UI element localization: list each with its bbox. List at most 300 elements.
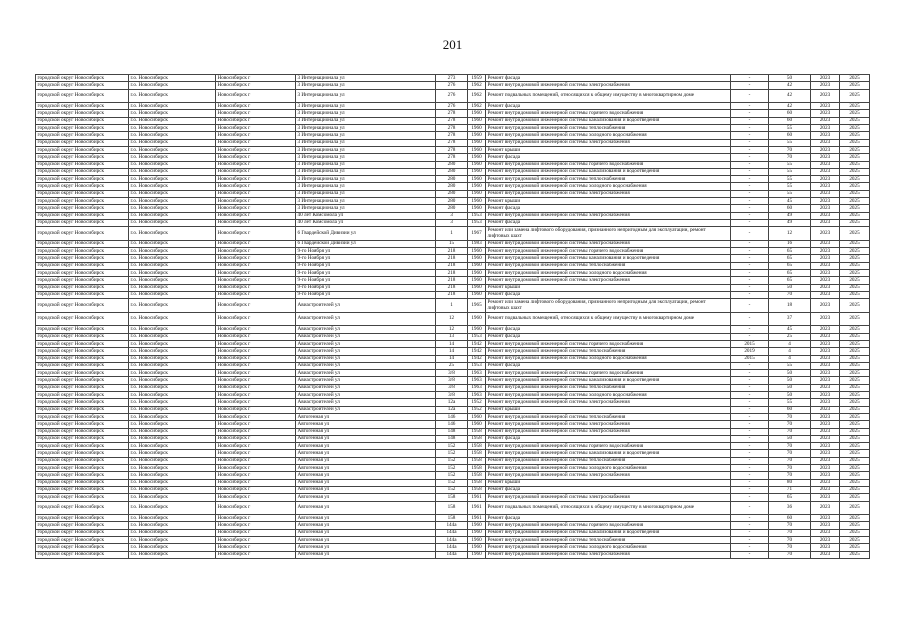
- cell-municipality: городской округ Новосибирск: [36, 537, 129, 544]
- cell-city: Новосибирск г: [216, 551, 296, 558]
- cell-house-number: 144а: [436, 544, 468, 551]
- cell-period-start: 2023: [811, 377, 840, 384]
- cell-work-type: Ремонт фасада: [486, 435, 731, 442]
- cell-locality: г.о. Новосибирск: [129, 392, 216, 399]
- cell-work-type: Ремонт фасада: [486, 291, 731, 298]
- cell-work-type: Ремонт внутридомовой инженерной системы электроснабжения: [486, 494, 731, 501]
- cell-city: Новосибирск г: [216, 183, 296, 190]
- cell-work-type: Ремонт крыши: [486, 198, 731, 205]
- cell-previous-repair-year: 2019: [731, 348, 769, 355]
- cell-work-type: Ремонт внутридомовой инженерной системы канализования и водоотведения: [486, 450, 731, 457]
- cell-wear-percent: 50: [769, 435, 811, 442]
- cell-period-start: 2023: [811, 443, 840, 450]
- cell-period-end: 2025: [840, 82, 870, 89]
- cell-municipality: городской округ Новосибирск: [36, 333, 129, 340]
- cell-build-year: 1952: [468, 399, 486, 406]
- cell-period-start: 2023: [811, 515, 840, 522]
- cell-street: Авиастроителей ул: [296, 312, 436, 326]
- cell-locality: г.о. Новосибирск: [129, 551, 216, 558]
- cell-period-start: 2023: [811, 494, 840, 501]
- cell-work-type: Ремонт внутридомовой инженерной системы холодного водоснабжения: [486, 465, 731, 472]
- cell-house-number: 3: [436, 212, 468, 219]
- cell-municipality: городской округ Новосибирск: [36, 406, 129, 413]
- cell-period-end: 2025: [840, 465, 870, 472]
- cell-house-number: 144а: [436, 529, 468, 536]
- cell-build-year: 1960: [468, 183, 486, 190]
- cell-locality: г.о. Новосибирск: [129, 277, 216, 284]
- cell-house-number: 148: [436, 435, 468, 442]
- cell-wear-percent: 70: [769, 421, 811, 428]
- table-row: [36, 146, 870, 153]
- cell-locality: г.о. Новосибирск: [129, 348, 216, 355]
- table-row: [36, 326, 870, 333]
- cell-city: Новосибирск г: [216, 291, 296, 298]
- cell-locality: г.о. Новосибирск: [129, 89, 216, 103]
- cell-work-type: Ремонт или замена лифтового оборудования, признанного непригодным для эксплуатации, ремонт лифтовых шахт: [486, 227, 731, 241]
- cell-city: Новосибирск г: [216, 501, 296, 515]
- cell-street: Автогенная ул: [296, 435, 436, 442]
- cell-municipality: городской округ Новосибирск: [36, 377, 129, 384]
- cell-house-number: 218: [436, 277, 468, 284]
- cell-street: 9-го Ноября ул: [296, 284, 436, 291]
- cell-build-year: 1962: [468, 89, 486, 103]
- cell-previous-repair-year: -: [731, 248, 769, 255]
- cell-street: Автогенная ул: [296, 465, 436, 472]
- cell-house-number: 148: [436, 428, 468, 435]
- table-row: [36, 399, 870, 406]
- cell-municipality: городской округ Новосибирск: [36, 270, 129, 277]
- cell-period-end: 2025: [840, 384, 870, 391]
- cell-street: Автогенная ул: [296, 529, 436, 536]
- cell-period-start: 2023: [811, 450, 840, 457]
- cell-municipality: городской округ Новосибирск: [36, 103, 129, 110]
- cell-period-start: 2023: [811, 399, 840, 406]
- cell-house-number: 152: [436, 450, 468, 457]
- table-row: [36, 544, 870, 551]
- cell-work-type: Ремонт внутридомовой инженерной системы горячего водоснабжения: [486, 522, 731, 529]
- cell-wear-percent: 50: [769, 377, 811, 384]
- cell-wear-percent: 18: [769, 299, 811, 313]
- cell-city: Новосибирск г: [216, 377, 296, 384]
- cell-wear-percent: 80: [769, 479, 811, 486]
- cell-city: Новосибирск г: [216, 494, 296, 501]
- cell-locality: г.о. Новосибирск: [129, 212, 216, 219]
- cell-work-type: Ремонт внутридомовой инженерной системы электроснабжения: [486, 428, 731, 435]
- cell-work-type: Ремонт внутридомовой инженерной системы теплоснабжения: [486, 125, 731, 132]
- table-row: [36, 413, 870, 420]
- cell-previous-repair-year: -: [731, 326, 769, 333]
- cell-build-year: 1952: [468, 406, 486, 413]
- cell-period-start: 2023: [811, 284, 840, 291]
- cell-previous-repair-year: -: [731, 161, 769, 168]
- cell-work-type: Ремонт внутридомовой инженерной системы электроснабжения: [486, 190, 731, 197]
- table-row: [36, 299, 870, 313]
- cell-work-type: Ремонт фасада: [486, 515, 731, 522]
- cell-city: Новосибирск г: [216, 340, 296, 347]
- cell-wear-percent: 55: [769, 125, 811, 132]
- cell-wear-percent: 70: [769, 443, 811, 450]
- cell-work-type: Ремонт внутридомовой инженерной системы теплоснабжения: [486, 537, 731, 544]
- cell-street: 3 Интернационала ул: [296, 154, 436, 161]
- cell-city: Новосибирск г: [216, 117, 296, 124]
- cell-previous-repair-year: -: [731, 168, 769, 175]
- cell-previous-repair-year: -: [731, 515, 769, 522]
- cell-street: 9-го Ноября ул: [296, 270, 436, 277]
- cell-period-start: 2023: [811, 479, 840, 486]
- cell-period-end: 2025: [840, 522, 870, 529]
- cell-build-year: 1960: [468, 537, 486, 544]
- cell-municipality: городской округ Новосибирск: [36, 240, 129, 247]
- cell-street: Автогенная ул: [296, 522, 436, 529]
- cell-street: 3 Интернационала ул: [296, 89, 436, 103]
- cell-street: Авиастроителей ул: [296, 355, 436, 362]
- cell-municipality: городской округ Новосибирск: [36, 384, 129, 391]
- table-row: [36, 89, 870, 103]
- cell-city: Новосибирск г: [216, 370, 296, 377]
- cell-previous-repair-year: -: [731, 370, 769, 377]
- cell-wear-percent: 16: [769, 240, 811, 247]
- cell-locality: г.о. Новосибирск: [129, 522, 216, 529]
- cell-build-year: 1960: [468, 277, 486, 284]
- cell-wear-percent: 60: [769, 515, 811, 522]
- cell-period-start: 2023: [811, 255, 840, 262]
- cell-locality: г.о. Новосибирск: [129, 75, 216, 82]
- cell-city: Новосибирск г: [216, 139, 296, 146]
- cell-street: 9-го Ноября ул: [296, 248, 436, 255]
- cell-previous-repair-year: -: [731, 399, 769, 406]
- cell-city: Новосибирск г: [216, 392, 296, 399]
- table-row: [36, 421, 870, 428]
- table-row: [36, 125, 870, 132]
- cell-work-type: Ремонт или замена лифтового оборудования, признанного непригодным для эксплуатации, ремонт лифтовых шахт: [486, 299, 731, 313]
- cell-locality: г.о. Новосибирск: [129, 384, 216, 391]
- cell-period-end: 2025: [840, 103, 870, 110]
- cell-wear-percent: 65: [769, 277, 811, 284]
- cell-street: 3 Интернационала ул: [296, 190, 436, 197]
- cell-work-type: Ремонт внутридомовой инженерной системы электроснабжения: [486, 212, 731, 219]
- cell-build-year: 1958: [468, 443, 486, 450]
- cell-municipality: городской округ Новосибирск: [36, 291, 129, 298]
- table-row: [36, 392, 870, 399]
- cell-previous-repair-year: -: [731, 465, 769, 472]
- cell-build-year: 1953: [468, 212, 486, 219]
- cell-previous-repair-year: -: [731, 190, 769, 197]
- table-row: [36, 227, 870, 241]
- cell-house-number: 3/8: [436, 384, 468, 391]
- cell-build-year: 1958: [468, 465, 486, 472]
- cell-municipality: городской округ Новосибирск: [36, 227, 129, 241]
- table-row: [36, 248, 870, 255]
- cell-municipality: городской округ Новосибирск: [36, 486, 129, 493]
- cell-house-number: 144а: [436, 551, 468, 558]
- cell-build-year: 1953: [468, 333, 486, 340]
- cell-period-start: 2023: [811, 529, 840, 536]
- cell-build-year: 1967: [468, 227, 486, 241]
- cell-city: Новосибирск г: [216, 522, 296, 529]
- cell-city: Новосибирск г: [216, 435, 296, 442]
- cell-period-start: 2023: [811, 457, 840, 464]
- cell-period-end: 2025: [840, 168, 870, 175]
- cell-period-end: 2025: [840, 529, 870, 536]
- cell-period-end: 2025: [840, 190, 870, 197]
- cell-period-end: 2025: [840, 406, 870, 413]
- cell-work-type: Ремонт внутридомовой инженерной системы горячего водоснабжения: [486, 161, 731, 168]
- cell-city: Новосибирск г: [216, 472, 296, 479]
- cell-build-year: 1965: [468, 299, 486, 313]
- cell-house-number: 158: [436, 501, 468, 515]
- table-row: [36, 333, 870, 340]
- cell-wear-percent: 55: [769, 399, 811, 406]
- table-row: [36, 219, 870, 226]
- cell-period-start: 2023: [811, 190, 840, 197]
- table-row: [36, 355, 870, 362]
- table-row: [36, 348, 870, 355]
- cell-house-number: 218: [436, 291, 468, 298]
- cell-work-type: Ремонт внутридомовой инженерной системы канализования и водоотведения: [486, 377, 731, 384]
- cell-wear-percent: 49: [769, 212, 811, 219]
- cell-work-type: Ремонт внутридомовой инженерной системы канализования и водоотведения: [486, 117, 731, 124]
- cell-period-end: 2025: [840, 348, 870, 355]
- cell-build-year: 1960: [468, 198, 486, 205]
- cell-street: Автогенная ул: [296, 443, 436, 450]
- cell-wear-percent: 25: [769, 333, 811, 340]
- cell-period-end: 2025: [840, 277, 870, 284]
- cell-municipality: городской округ Новосибирск: [36, 355, 129, 362]
- cell-previous-repair-year: -: [731, 377, 769, 384]
- cell-house-number: 218: [436, 248, 468, 255]
- cell-previous-repair-year: -: [731, 486, 769, 493]
- cell-period-start: 2023: [811, 82, 840, 89]
- table-row: [36, 176, 870, 183]
- table-row: [36, 168, 870, 175]
- cell-street: Авиастроителей ул: [296, 333, 436, 340]
- cell-city: Новосибирск г: [216, 161, 296, 168]
- cell-street: Авиастроителей ул: [296, 399, 436, 406]
- cell-locality: г.о. Новосибирск: [129, 428, 216, 435]
- cell-locality: г.о. Новосибирск: [129, 435, 216, 442]
- cell-period-end: 2025: [840, 435, 870, 442]
- cell-locality: г.о. Новосибирск: [129, 465, 216, 472]
- cell-city: Новосибирск г: [216, 154, 296, 161]
- table-row: [36, 515, 870, 522]
- cell-street: Авиастроителей ул: [296, 406, 436, 413]
- cell-city: Новосибирск г: [216, 227, 296, 241]
- cell-house-number: 3/8: [436, 392, 468, 399]
- cell-wear-percent: 50: [769, 392, 811, 399]
- cell-period-end: 2025: [840, 198, 870, 205]
- cell-period-start: 2023: [811, 75, 840, 82]
- cell-work-type: Ремонт внутридомовой инженерной системы холодного водоснабжения: [486, 183, 731, 190]
- cell-house-number: 152: [436, 443, 468, 450]
- cell-municipality: городской округ Новосибирск: [36, 89, 129, 103]
- cell-house-number: 278: [436, 125, 468, 132]
- cell-work-type: Ремонт внутридомовой инженерной системы канализования и водоотведения: [486, 255, 731, 262]
- cell-locality: г.о. Новосибирск: [129, 413, 216, 420]
- cell-street: Автогенная ул: [296, 486, 436, 493]
- cell-work-type: Ремонт фасада: [486, 103, 731, 110]
- table-row: [36, 312, 870, 326]
- cell-period-start: 2023: [811, 333, 840, 340]
- cell-municipality: городской округ Новосибирск: [36, 277, 129, 284]
- cell-street: Авиастроителей ул: [296, 299, 436, 313]
- cell-city: Новосибирск г: [216, 326, 296, 333]
- cell-build-year: 1960: [468, 262, 486, 269]
- cell-municipality: городской округ Новосибирск: [36, 435, 129, 442]
- cell-wear-percent: 50: [769, 284, 811, 291]
- cell-street: Авиастроителей ул: [296, 384, 436, 391]
- cell-locality: г.о. Новосибирск: [129, 227, 216, 241]
- table-row: [36, 486, 870, 493]
- cell-period-start: 2023: [811, 421, 840, 428]
- cell-wear-percent: 50: [769, 75, 811, 82]
- cell-city: Новосибирск г: [216, 515, 296, 522]
- cell-locality: г.о. Новосибирск: [129, 333, 216, 340]
- cell-house-number: 280: [436, 176, 468, 183]
- cell-previous-repair-year: -: [731, 384, 769, 391]
- cell-build-year: 1963: [468, 370, 486, 377]
- cell-previous-repair-year: -: [731, 333, 769, 340]
- cell-municipality: городской округ Новосибирск: [36, 413, 129, 420]
- cell-period-end: 2025: [840, 262, 870, 269]
- cell-house-number: 278: [436, 117, 468, 124]
- cell-city: Новосибирск г: [216, 146, 296, 153]
- table-row: [36, 529, 870, 536]
- cell-locality: г.о. Новосибирск: [129, 205, 216, 212]
- cell-city: Новосибирск г: [216, 443, 296, 450]
- cell-street: Авиастроителей ул: [296, 326, 436, 333]
- cell-period-end: 2025: [840, 248, 870, 255]
- cell-wear-percent: 37: [769, 312, 811, 326]
- cell-wear-percent: 55: [769, 161, 811, 168]
- cell-municipality: городской округ Новосибирск: [36, 190, 129, 197]
- table-row: [36, 212, 870, 219]
- cell-period-end: 2025: [840, 227, 870, 241]
- cell-previous-repair-year: -: [731, 537, 769, 544]
- cell-previous-repair-year: -: [731, 240, 769, 247]
- cell-wear-percent: 42: [769, 103, 811, 110]
- cell-period-start: 2023: [811, 146, 840, 153]
- cell-wear-percent: 70: [769, 146, 811, 153]
- cell-house-number: 218: [436, 262, 468, 269]
- cell-previous-repair-year: -: [731, 75, 769, 82]
- cell-municipality: городской округ Новосибирск: [36, 168, 129, 175]
- cell-wear-percent: 70: [769, 413, 811, 420]
- cell-municipality: городской округ Новосибирск: [36, 392, 129, 399]
- cell-locality: г.о. Новосибирск: [129, 117, 216, 124]
- cell-previous-repair-year: -: [731, 262, 769, 269]
- cell-period-end: 2025: [840, 501, 870, 515]
- cell-build-year: 1960: [468, 522, 486, 529]
- cell-municipality: городской округ Новосибирск: [36, 75, 129, 82]
- cell-street: Авиастроителей ул: [296, 370, 436, 377]
- cell-period-start: 2023: [811, 291, 840, 298]
- cell-wear-percent: 70: [769, 154, 811, 161]
- cell-municipality: городской округ Новосибирск: [36, 183, 129, 190]
- cell-period-start: 2023: [811, 277, 840, 284]
- cell-municipality: городской округ Новосибирск: [36, 522, 129, 529]
- table-row: [36, 190, 870, 197]
- cell-municipality: городской округ Новосибирск: [36, 450, 129, 457]
- cell-previous-repair-year: -: [731, 212, 769, 219]
- cell-period-start: 2023: [811, 465, 840, 472]
- cell-period-end: 2025: [840, 132, 870, 139]
- cell-city: Новосибирск г: [216, 421, 296, 428]
- cell-street: 3 Интернационала ул: [296, 103, 436, 110]
- cell-locality: г.о. Новосибирск: [129, 176, 216, 183]
- cell-municipality: городской округ Новосибирск: [36, 399, 129, 406]
- cell-municipality: городской округ Новосибирск: [36, 515, 129, 522]
- cell-street: Автогенная ул: [296, 450, 436, 457]
- cell-build-year: 1960: [468, 110, 486, 117]
- cell-city: Новосибирск г: [216, 198, 296, 205]
- cell-locality: г.о. Новосибирск: [129, 255, 216, 262]
- cell-period-start: 2023: [811, 125, 840, 132]
- cell-build-year: 1958: [468, 486, 486, 493]
- cell-locality: г.о. Новосибирск: [129, 284, 216, 291]
- cell-locality: г.о. Новосибирск: [129, 501, 216, 515]
- cell-locality: г.о. Новосибирск: [129, 270, 216, 277]
- cell-locality: г.о. Новосибирск: [129, 240, 216, 247]
- cell-street: Авиастроителей ул: [296, 340, 436, 347]
- cell-street: 3 Интернационала ул: [296, 117, 436, 124]
- cell-wear-percent: 70: [769, 529, 811, 536]
- cell-period-start: 2023: [811, 326, 840, 333]
- table-row: [36, 277, 870, 284]
- cell-locality: г.о. Новосибирск: [129, 82, 216, 89]
- cell-previous-repair-year: -: [731, 435, 769, 442]
- cell-locality: г.о. Новосибирск: [129, 457, 216, 464]
- table-row: [36, 291, 870, 298]
- cell-locality: г.о. Новосибирск: [129, 443, 216, 450]
- cell-locality: г.о. Новосибирск: [129, 406, 216, 413]
- table-row: [36, 472, 870, 479]
- table-row: [36, 551, 870, 558]
- cell-wear-percent: 70: [769, 465, 811, 472]
- cell-locality: г.о. Новосибирск: [129, 399, 216, 406]
- cell-city: Новосибирск г: [216, 406, 296, 413]
- cell-work-type: Ремонт крыши: [486, 406, 731, 413]
- cell-municipality: городской округ Новосибирск: [36, 262, 129, 269]
- cell-period-end: 2025: [840, 89, 870, 103]
- cell-wear-percent: 70: [769, 472, 811, 479]
- cell-work-type: Ремонт внутридомовой инженерной системы холодного водоснабжения: [486, 355, 731, 362]
- cell-period-start: 2023: [811, 198, 840, 205]
- cell-period-end: 2025: [840, 139, 870, 146]
- table-row: [36, 465, 870, 472]
- cell-previous-repair-year: -: [731, 284, 769, 291]
- cell-city: Новосибирск г: [216, 384, 296, 391]
- cell-work-type: Ремонт крыши: [486, 146, 731, 153]
- cell-period-start: 2023: [811, 384, 840, 391]
- cell-work-type: Ремонт фасада: [486, 326, 731, 333]
- cell-locality: г.о. Новосибирск: [129, 154, 216, 161]
- cell-wear-percent: 60: [769, 117, 811, 124]
- cell-previous-repair-year: 2015: [731, 355, 769, 362]
- cell-build-year: 1962: [468, 103, 486, 110]
- cell-work-type: Ремонт внутридомовой инженерной системы электроснабжения: [486, 421, 731, 428]
- cell-house-number: 158: [436, 515, 468, 522]
- cell-municipality: городской округ Новосибирск: [36, 154, 129, 161]
- cell-locality: г.о. Новосибирск: [129, 515, 216, 522]
- cell-work-type: Ремонт внутридомовой инженерной системы электроснабжения: [486, 139, 731, 146]
- cell-work-type: Ремонт внутридомовой инженерной системы канализования и водоотведения: [486, 168, 731, 175]
- cell-period-end: 2025: [840, 413, 870, 420]
- cell-period-start: 2023: [811, 362, 840, 369]
- cell-municipality: городской округ Новосибирск: [36, 443, 129, 450]
- cell-wear-percent: 50: [769, 384, 811, 391]
- cell-locality: г.о. Новосибирск: [129, 198, 216, 205]
- cell-locality: г.о. Новосибирск: [129, 377, 216, 384]
